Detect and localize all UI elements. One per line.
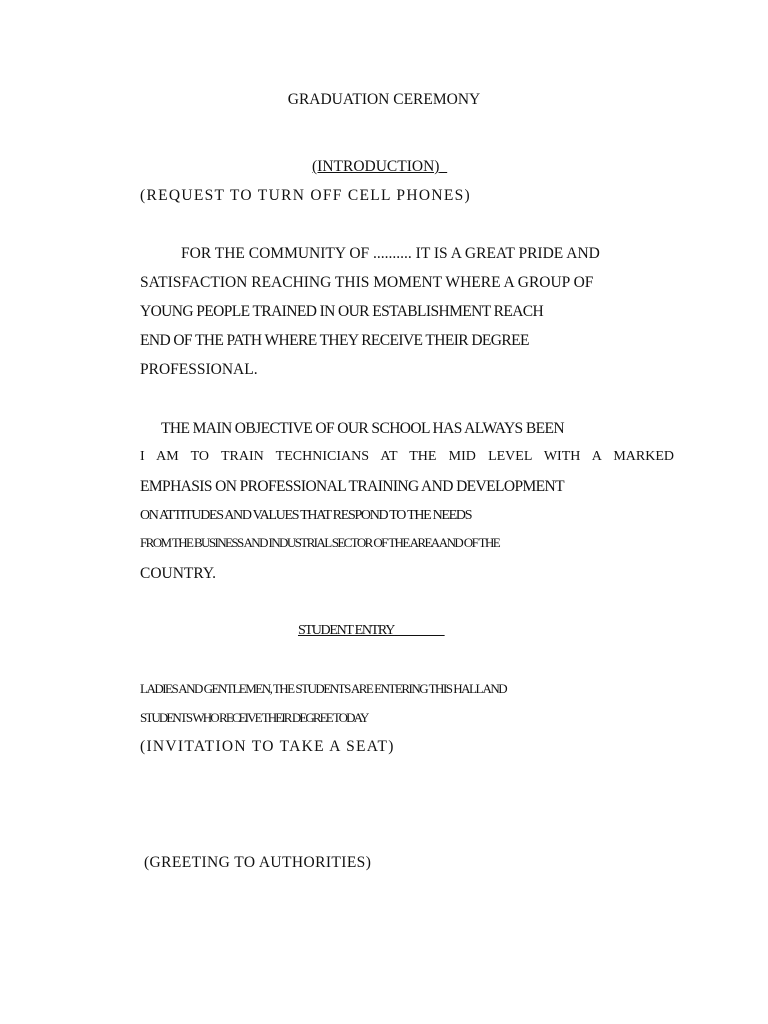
paragraph2-line-6: COUNTRY. [140, 565, 216, 582]
paragraph2-line-1: THE MAIN OBJECTIVE OF OUR SCHOOL HAS ALWAYS BEEN [161, 420, 564, 437]
paragraph1-line-2: SATISFACTION REACHING THIS MOMENT WHERE A GROUP OF [140, 274, 594, 291]
paragraph2-line-3: EMPHASIS ON PROFESSIONAL TRAINING AND DEVELOPMENT [140, 478, 565, 495]
invitation-seat: (INVITATION TO TAKE A SEAT) [140, 738, 395, 755]
paragraph1-line-1: FOR THE COMMUNITY OF .......... IT IS A GREAT PRIDE AND [181, 245, 600, 262]
student-entry-heading [298, 622, 445, 640]
paragraph1-line-4: END OF THE PATH WHERE THEY RECEIVE THEIR DEGREE [140, 332, 529, 349]
document-title: GRADUATION CEREMONY [287, 91, 481, 108]
request-cell-phones: (REQUEST TO TURN OFF CELL PHONES) [140, 187, 471, 204]
introduction-heading [312, 158, 447, 176]
paragraph3-line-2: STUDENTS WHO RECEIVE THEIR DEGREE TODAY [140, 710, 368, 725]
student-entry-text: STUDENT ENTRY [298, 623, 395, 638]
student-entry-underline-tail [394, 623, 445, 638]
paragraph1-line-3: YOUNG PEOPLE TRAINED IN OUR ESTABLISHMENT REACH [140, 303, 544, 320]
greeting-authorities: (GREETING TO AUTHORITIES) [144, 854, 372, 871]
paragraph2-line-4: ON ATTITUDES AND VALUES THAT RESPOND TO THE NEEDS [140, 508, 472, 523]
paragraph3-line-1: LADIES AND GENTLEMEN, THE STUDENTS ARE ENTERING THIS HALL AND [140, 681, 507, 696]
introduction-underline-tail [439, 158, 447, 175]
paragraph1-line-5: PROFESSIONAL. [140, 361, 258, 378]
paragraph2-line-5: FROM THE BUSINESS AND INDUSTRIAL SECTOR OF THE AREA AND OF THE [140, 535, 500, 550]
paragraph2-line-2: I AM TO TRAIN TECHNICIANS AT THE MID LEVEL WITH A MARKED [140, 449, 674, 464]
introduction-text: (INTRODUCTION) [312, 158, 440, 175]
